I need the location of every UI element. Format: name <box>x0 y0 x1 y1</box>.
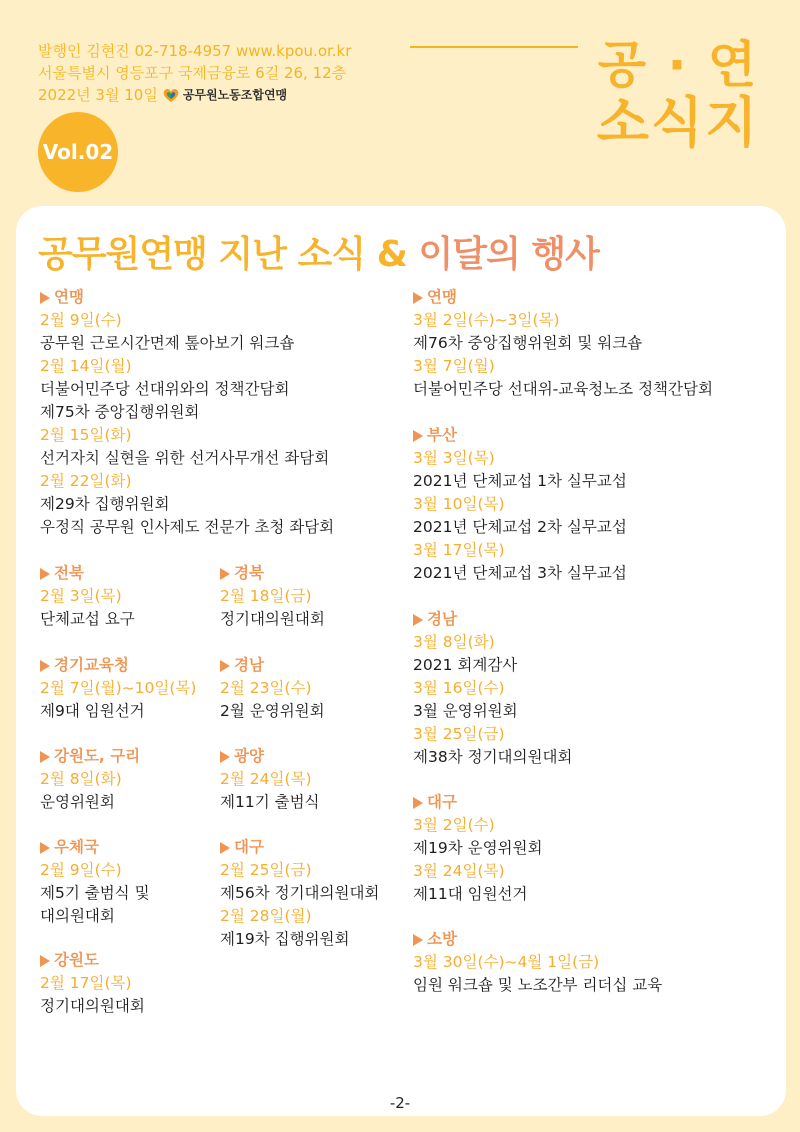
section-name: 강원도, 구리 <box>54 747 141 765</box>
masthead-row2: 소식지 <box>596 91 760 154</box>
masthead <box>588 36 768 152</box>
section-name: 경기교육청 <box>54 656 129 674</box>
section-name: 전북 <box>54 564 84 582</box>
event-description: 선거자치 실현을 위한 선거사무개선 좌담회 <box>40 449 330 467</box>
event-date: 2월 9일(수) <box>40 861 122 879</box>
event-description: 단체교섭 요구 <box>40 610 135 628</box>
event-date: 2월 17일(목) <box>40 974 132 992</box>
section-name: 대구 <box>427 793 457 811</box>
event-date: 3월 17일(목) <box>413 541 505 559</box>
publisher-line: 발행인 김현진 02-718-4957 www.kpou.or.kr <box>38 42 352 60</box>
event-description: 임원 워크숍 및 노조간부 리더십 교육 <box>413 976 663 994</box>
event-date: 2월 22일(화) <box>40 472 132 490</box>
event-date: 2월 7일(월)~10일(목) <box>40 679 197 697</box>
event-date: 2월 23일(수) <box>220 679 312 697</box>
event-description: 정기대의원대회 <box>40 997 145 1015</box>
event-date: 3월 2일(수) <box>413 816 495 834</box>
event-date: 2월 3일(목) <box>40 587 122 605</box>
triangle-bullet-icon <box>413 430 423 442</box>
section-block <box>220 562 325 631</box>
event-date: 2월 28일(월) <box>220 907 312 925</box>
event-description: 더불어민주당 선대위와의 정책간담회 <box>40 380 290 398</box>
event-date: 2월 25일(금) <box>220 861 312 879</box>
section-name: 경남 <box>427 610 457 628</box>
event-date: 2월 8일(화) <box>40 770 122 788</box>
event-date: 2월 24일(목) <box>220 770 312 788</box>
event-description: 2021년 단체교섭 2차 실무교섭 <box>413 518 627 536</box>
event-date: 3월 25일(금) <box>413 725 505 743</box>
event-date: 2월 9일(수) <box>40 311 122 329</box>
section-name: 연맹 <box>54 288 84 306</box>
event-description: 제11대 임원선거 <box>413 885 528 903</box>
section-name: 부산 <box>427 426 457 444</box>
triangle-bullet-icon <box>413 797 423 809</box>
event-date: 3월 3일(목) <box>413 449 495 467</box>
event-date: 3월 8일(화) <box>413 633 495 651</box>
event-description: 제5기 출범식 및 <box>40 884 150 902</box>
section-heading <box>40 949 145 972</box>
section-block <box>40 949 145 1018</box>
section-block <box>413 791 542 906</box>
date-line <box>38 84 351 106</box>
issue-date: 2022년 3월 10일 <box>38 86 158 104</box>
page-title <box>38 226 599 277</box>
section-block <box>413 286 713 401</box>
section-name: 강원도 <box>54 951 99 969</box>
event-description: 제19차 운영위원회 <box>413 839 543 857</box>
event-description: 제76차 중앙집행위원회 및 워크숍 <box>413 334 643 352</box>
section-name: 대구 <box>234 838 264 856</box>
section-heading <box>413 608 572 631</box>
title-part-1: 공무원연맹 지난 소식 & <box>38 234 419 275</box>
event-description: 2021년 단체교섭 3차 실무교섭 <box>413 564 627 582</box>
section-block <box>413 928 662 997</box>
event-description: 2021 회계감사 <box>413 656 518 674</box>
event-date: 3월 10일(목) <box>413 495 505 513</box>
section-block <box>220 745 320 814</box>
triangle-bullet-icon <box>40 955 50 967</box>
event-description: 우정직 공무원 인사제도 전문가 초청 좌담회 <box>40 518 335 536</box>
union-name: 공무원노동조합연맹 <box>182 88 288 102</box>
event-description: 더불어민주당 선대위-교육청노조 정책간담회 <box>413 380 713 398</box>
triangle-bullet-icon <box>413 614 423 626</box>
event-description: 제11기 출범식 <box>220 793 320 811</box>
section-name: 경북 <box>234 564 264 582</box>
triangle-bullet-icon <box>220 751 230 763</box>
title-part-2: 이달의 행사 <box>418 234 599 275</box>
section-heading <box>40 745 140 768</box>
triangle-bullet-icon <box>413 292 423 304</box>
event-description: 정기대의원대회 <box>220 610 325 628</box>
section-name: 소방 <box>427 930 457 948</box>
event-date: 2월 14일(월) <box>40 357 132 375</box>
section-block <box>413 424 627 585</box>
section-heading <box>413 286 713 309</box>
event-date: 3월 16일(수) <box>413 679 505 697</box>
section-block <box>220 836 379 951</box>
triangle-bullet-icon <box>220 568 230 580</box>
section-heading <box>40 286 334 309</box>
section-block <box>220 654 325 723</box>
section-block <box>40 836 150 928</box>
event-date: 3월 2일(수)~3일(목) <box>413 311 560 329</box>
event-date: 2월 15일(화) <box>40 426 132 444</box>
event-description: 2월 운영위원회 <box>220 702 325 720</box>
union-logo <box>162 84 287 106</box>
section-heading <box>220 654 325 677</box>
triangle-bullet-icon <box>40 842 50 854</box>
section-heading <box>40 836 150 859</box>
event-date: 2월 18일(금) <box>220 587 312 605</box>
section-heading <box>413 791 542 814</box>
event-description: 제56차 정기대의원대회 <box>220 884 380 902</box>
section-heading <box>220 562 325 585</box>
section-block <box>413 608 572 769</box>
event-date: 3월 30일(수)~4월 1일(금) <box>413 953 600 971</box>
section-heading <box>220 745 320 768</box>
section-heading <box>40 654 196 677</box>
triangle-bullet-icon <box>40 660 50 672</box>
triangle-bullet-icon <box>220 660 230 672</box>
section-heading <box>220 836 379 859</box>
section-heading <box>413 928 662 951</box>
section-heading <box>40 562 135 585</box>
event-description: 제29차 집행위원회 <box>40 495 170 513</box>
event-date: 3월 24일(목) <box>413 862 505 880</box>
event-description: 2021년 단체교섭 1차 실무교섭 <box>413 472 627 490</box>
event-description: 3월 운영위원회 <box>413 702 518 720</box>
event-description: 제9대 임원선거 <box>40 702 145 720</box>
triangle-bullet-icon <box>220 842 230 854</box>
event-description: 제75차 중앙집행위원회 <box>40 403 200 421</box>
event-date: 3월 7일(월) <box>413 357 495 375</box>
publisher-info <box>38 40 351 106</box>
event-description: 공무원 근로시간면제 톺아보기 워크숍 <box>40 334 295 352</box>
volume-badge: Vol.02 <box>38 112 118 192</box>
triangle-bullet-icon <box>40 751 50 763</box>
section-block <box>40 286 334 539</box>
section-block <box>40 654 196 723</box>
section-name: 우체국 <box>54 838 99 856</box>
event-description: 제38차 정기대의원대회 <box>413 748 573 766</box>
section-heading <box>413 424 627 447</box>
section-name: 연맹 <box>427 288 457 306</box>
address-line: 서울특별시 영등포구 국제금융로 6길 26, 12층 <box>38 64 347 82</box>
page-number: -2- <box>389 1094 411 1112</box>
event-description: 대의원대회 <box>40 907 115 925</box>
section-block <box>40 745 140 814</box>
masthead-row1: 공 · 연 <box>597 36 759 94</box>
triangle-bullet-icon <box>40 292 50 304</box>
event-description: 운영위원회 <box>40 793 115 811</box>
triangle-bullet-icon <box>40 568 50 580</box>
union-logo-icon <box>162 87 180 103</box>
section-name: 광양 <box>234 747 264 765</box>
section-block <box>40 562 135 631</box>
event-description: 제19차 집행위원회 <box>220 930 350 948</box>
section-name: 경남 <box>234 656 264 674</box>
triangle-bullet-icon <box>413 934 423 946</box>
header-divider <box>410 46 578 48</box>
